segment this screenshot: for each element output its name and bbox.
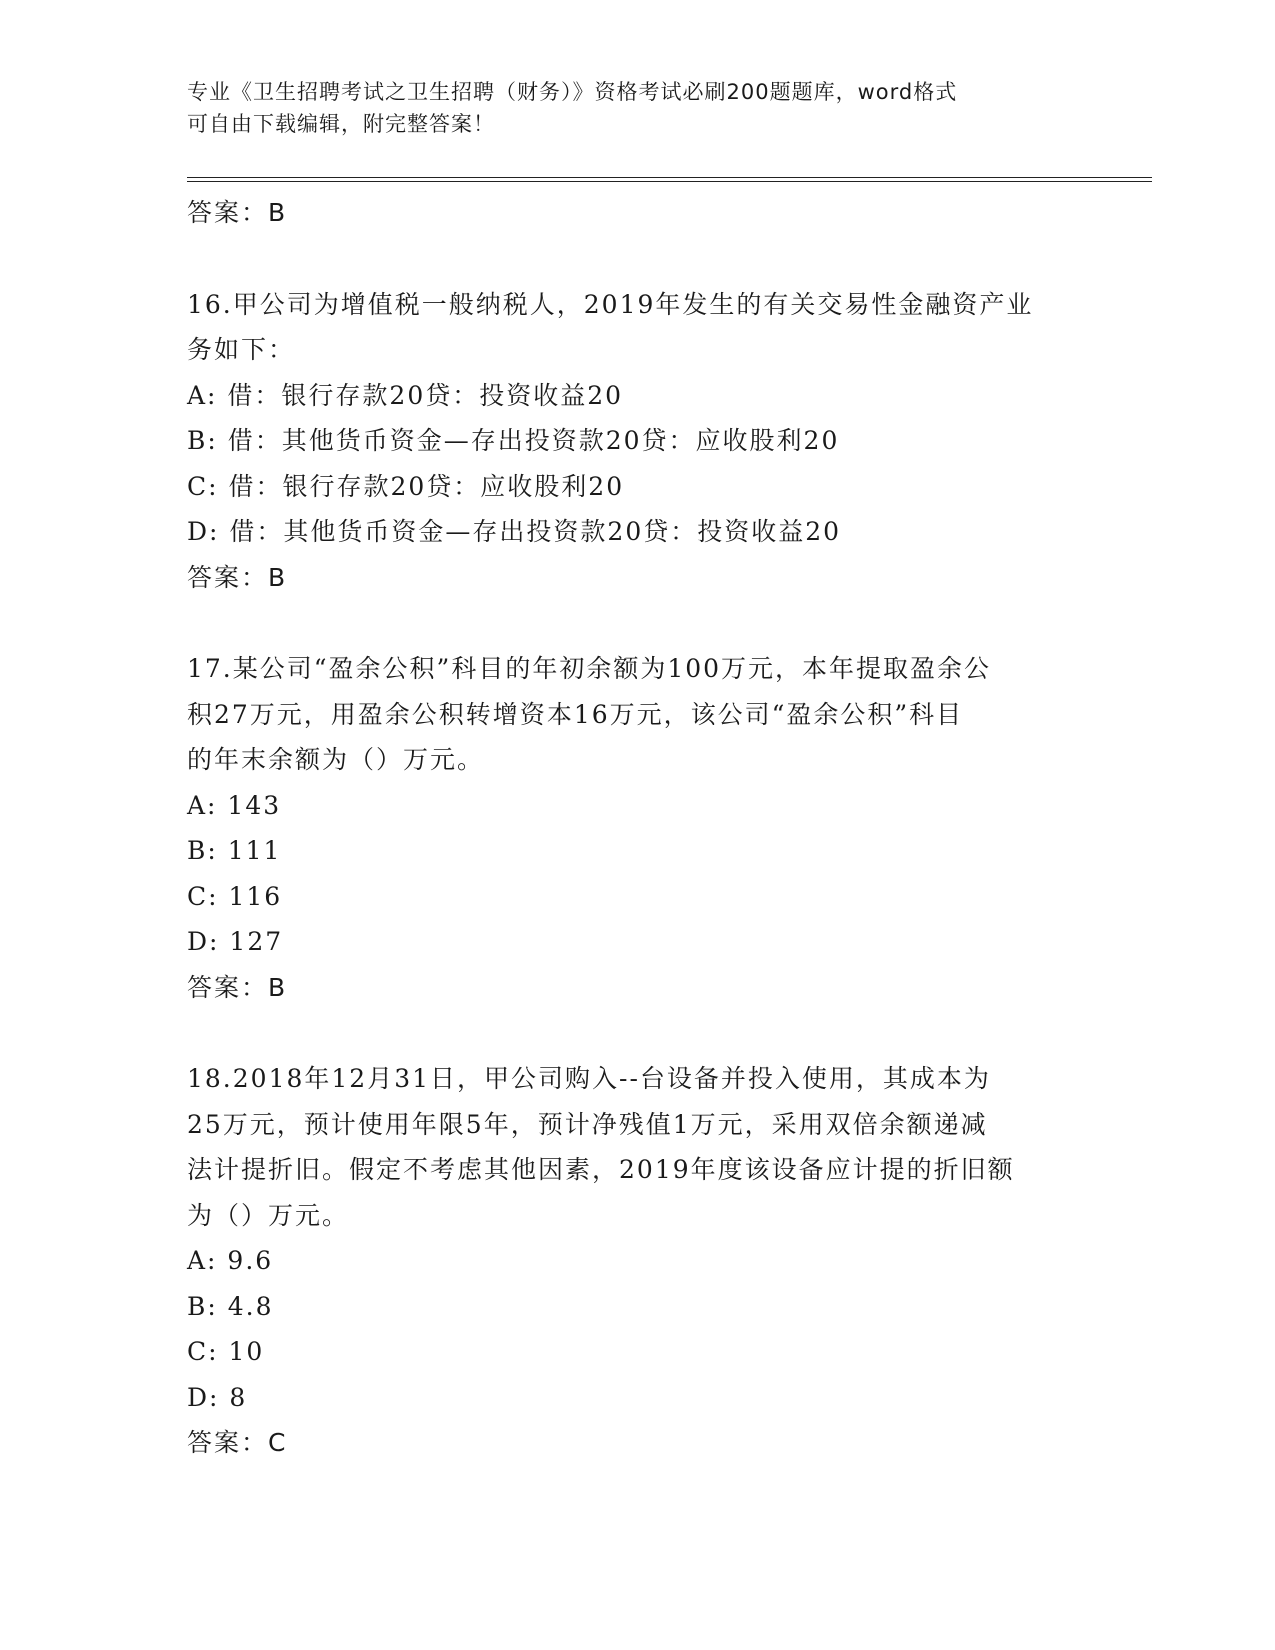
question-stem-line: 务如下： <box>187 335 296 364</box>
question-stem-line: 16.甲公司为增值税一般纳税人，2019年发生的有关交易性金融资产业 <box>187 289 1034 319</box>
answer-line: 答案：C <box>187 1428 288 1457</box>
question-block <box>187 646 1087 1010</box>
question-stem-line: 18.2018年12月31日，甲公司购入--台设备并投入使用，其成本为 <box>187 1064 991 1093</box>
answer-line: 答案：B <box>187 562 288 592</box>
option-b: B: 4.8 <box>187 1291 274 1321</box>
answer-line: 答案：B <box>187 972 288 1002</box>
option-c: C: 借：银行存款20贷：应收股利20 <box>187 471 625 501</box>
option-b: B: 借：其他货币资金—存出投资款20贷：应收股利20 <box>187 426 840 455</box>
option-a: A: 借：银行存款20贷：投资收益20 <box>187 380 624 410</box>
question-stem-line: 积27万元，用盈余公积转增资本16万元，该公司“盈余公积”科目 <box>187 699 964 729</box>
question-block <box>187 1056 1087 1466</box>
header-line-1: 专业《卫生招聘考试之卫生招聘（财务）》资格考试必刷200题题库，word格式 <box>187 80 958 104</box>
option-c: C: 10 <box>187 1337 265 1366</box>
option-a: A: 143 <box>187 790 282 820</box>
document-body <box>187 190 1087 1466</box>
question-stem-line: 法计提折旧。假定不考虑其他因素，2019年度该设备应计提的折旧额 <box>187 1155 1015 1184</box>
option-a: A: 9.6 <box>187 1246 274 1275</box>
option-c: C: 116 <box>187 881 283 911</box>
question-block <box>187 282 1087 601</box>
option-d: D: 借：其他货币资金—存出投资款20贷：投资收益20 <box>187 517 842 546</box>
previous-answer: 答案：B <box>187 198 288 227</box>
question-stem-line: 的年末余额为（）万元。 <box>187 745 485 774</box>
header-divider <box>187 177 1152 182</box>
option-d: D: 8 <box>187 1382 248 1412</box>
question-stem-line: 25万元，预计使用年限5年，预计净残值1万元，采用双倍余额递减 <box>187 1109 988 1139</box>
header-line-2: 可自由下载编辑，附完整答案！ <box>187 112 495 136</box>
option-b: B: 111 <box>187 836 282 865</box>
question-stem-line: 为（）万元。 <box>187 1200 350 1230</box>
question-stem-line: 17.某公司“盈余公积”科目的年初余额为100万元，本年提取盈余公 <box>187 654 992 683</box>
page-header <box>187 76 1067 140</box>
option-d: D: 127 <box>187 927 284 956</box>
